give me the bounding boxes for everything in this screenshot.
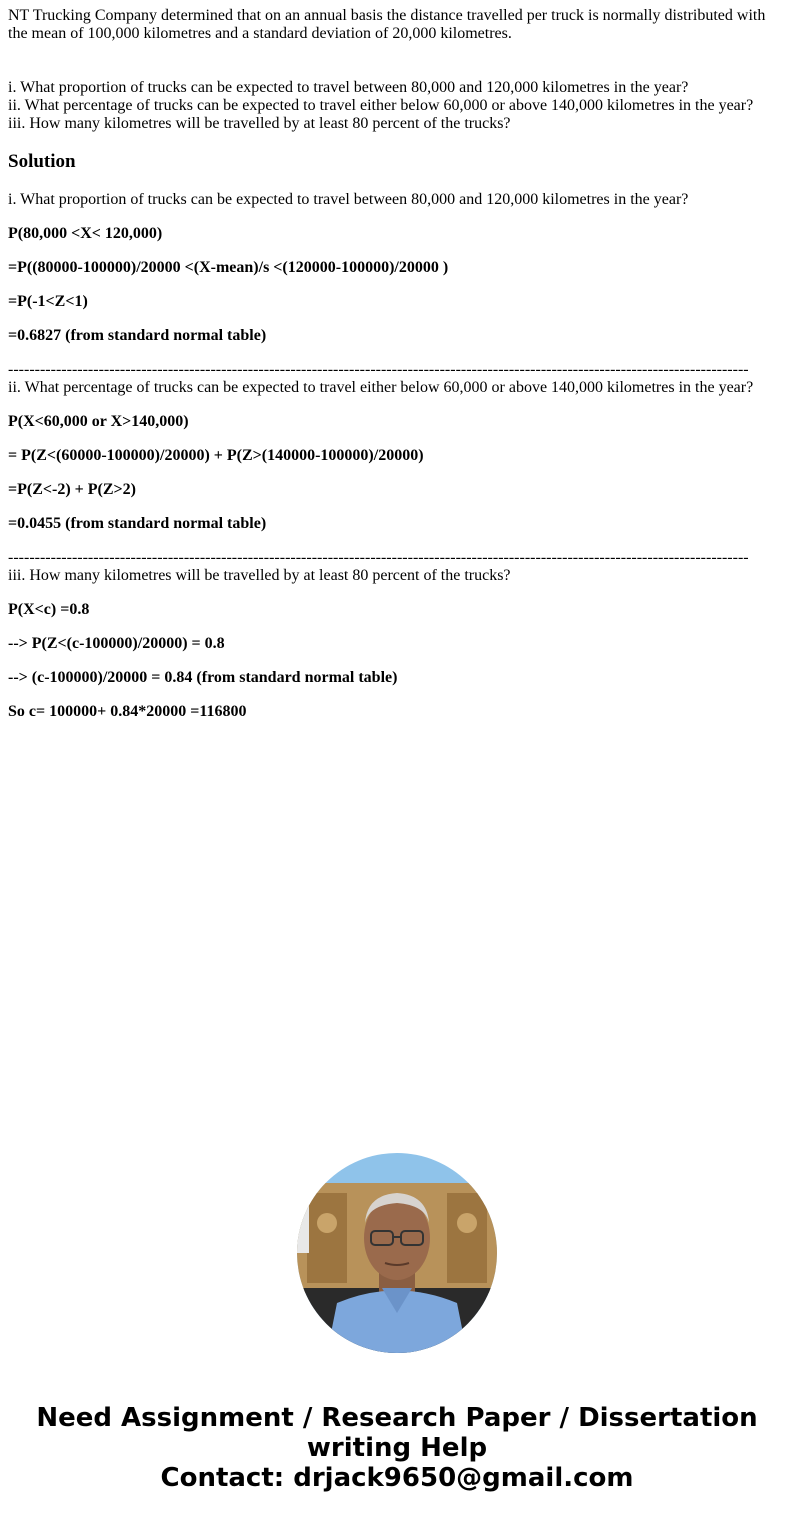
problem-intro: NT Trucking Company determined that on an annual basis the distance travelled per truck is normally distributed with the mean of 100,000 kilometres and a standard deviation of 20,000 kilometres. <box>8 7 766 42</box>
promo-line: writing Help <box>306 1433 488 1463</box>
solution-step: = P(Z<(60000-100000)/20000) + P(Z>(140000-100000)/20000) <box>8 447 424 464</box>
promo-contact: Contact: drjack9650@gmail.com <box>160 1463 634 1493</box>
part-question: ii. What percentage of trucks can be expected to travel either below 60,000 or above 140,000 kilometres in the year? <box>8 379 754 396</box>
solution-step: So c= 100000+ 0.84*20000 =116800 <box>8 703 247 720</box>
question-item: ii. What percentage of trucks can be expected to travel either below 60,000 or above 140,000 kilometres in the year? <box>8 97 754 114</box>
part-question: iii. How many kilometres will be travelled by at least 80 percent of the trucks? <box>8 567 511 584</box>
solution-step: --> (c-100000)/20000 = 0.84 (from standard normal table) <box>8 669 398 686</box>
solution-step: P(X<c) =0.8 <box>8 601 90 618</box>
solution-part-1 <box>8 191 778 345</box>
solution-step: P(80,000 <X< 120,000) <box>8 225 163 242</box>
document-body <box>8 7 778 721</box>
question-item: i. What proportion of trucks can be expected to travel between 80,000 and 120,000 kilometres in the year? <box>8 79 689 96</box>
question-item: iii. How many kilometres will be travelled by at least 80 percent of the trucks? <box>8 115 511 132</box>
section-divider: ------------------------------------------------------------------------------------------------------------------------------------------- <box>8 549 749 566</box>
solution-step: =0.0455 (from standard normal table) <box>8 515 267 532</box>
solution-step: =P((80000-100000)/20000 <(X-mean)/s <(120000-100000)/20000 ) <box>8 259 449 276</box>
solution-heading: Solution <box>8 151 76 172</box>
solution-step: --> P(Z<(c-100000)/20000) = 0.8 <box>8 635 225 652</box>
solution-step: =P(-1<Z<1) <box>8 293 88 310</box>
spacer <box>8 43 778 79</box>
solution-part-3 <box>8 567 778 721</box>
promo-line: Need Assignment / Research Paper / Dissertation <box>36 1403 758 1433</box>
question-list <box>8 79 778 133</box>
author-portrait-image <box>297 1153 497 1353</box>
solution-step: =0.6827 (from standard normal table) <box>8 327 267 344</box>
author-avatar <box>297 1153 497 1353</box>
solution-step: =P(Z<-2) + P(Z>2) <box>8 481 136 498</box>
part-question: i. What proportion of trucks can be expected to travel between 80,000 and 120,000 kilometres in the year? <box>8 191 689 208</box>
promo-banner <box>0 1403 794 1493</box>
section-divider: ------------------------------------------------------------------------------------------------------------------------------------------- <box>8 361 749 378</box>
solution-step: P(X<60,000 or X>140,000) <box>8 413 189 430</box>
solution-part-2 <box>8 379 778 533</box>
